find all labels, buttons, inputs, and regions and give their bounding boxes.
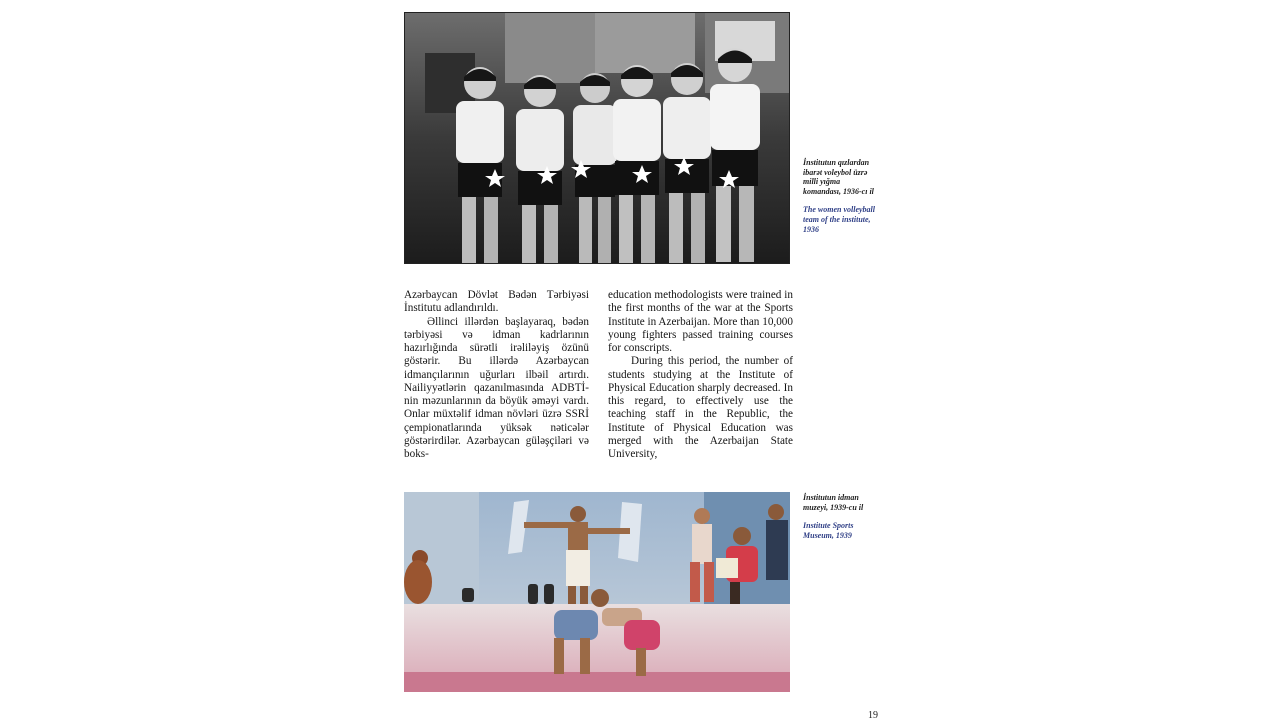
paragraph: During this period, the number of students studying at the Institute of Physical Education sharply decreased. In this regard, to effectively use the teaching staff in the Republic, the Institute of Physical Education was merged with the Azerbaijan State University, xyxy=(608,355,793,460)
volleyball-team-photo-illustration xyxy=(405,13,789,263)
paragraph: education methodologists were trained in the first months of the war at the Sports Institute in Azerbaijan. More than 10,000 young fighters passed training courses for conscripts. xyxy=(608,289,793,354)
paragraph: Əllinci illərdən başlayaraq, bədən tərbiyəsi və idman kadrlarının hazırlığında sürətli irəliləyiş özünü göstərir. Bu illərdə Azərbaycan idmançılarının uğurları ilbəil artırdı. Nailiyyətlərin qazanılmasında ADBTİ-nin məzunlarının da böyük əməyi vardı. Onlar müxtəlif idman növləri üzrə SSRİ çempionatlarında yüksək nəticələr göstərirdilər. Azərbaycan güləşçiləri və boks- xyxy=(404,315,589,460)
caption-az: İnstitutun idman muzeyi, 1939-cu il xyxy=(803,493,864,512)
caption-volleyball-team xyxy=(803,158,875,234)
caption-en: The women volleyball team of the institute, 1936 xyxy=(803,205,875,234)
text-column-right xyxy=(608,289,793,461)
volleyball-team-photo xyxy=(404,12,790,264)
caption-en: Institute Sports Museum, 1939 xyxy=(803,521,854,540)
caption-sports-museum xyxy=(803,493,875,540)
paragraph: Azərbaycan Dövlət Bədən Tərbiyəsi İnstitutu adlandırıldı. xyxy=(404,289,589,315)
sports-museum-photo-illustration xyxy=(404,492,790,692)
text-column-left xyxy=(404,289,589,461)
caption-az: İnstitutun qızlardan ibarət voleybol üzrə milli yığma komandası, 1936-cı il xyxy=(803,158,874,196)
sports-museum-photo xyxy=(404,492,790,692)
page-number: 19 xyxy=(868,710,878,721)
